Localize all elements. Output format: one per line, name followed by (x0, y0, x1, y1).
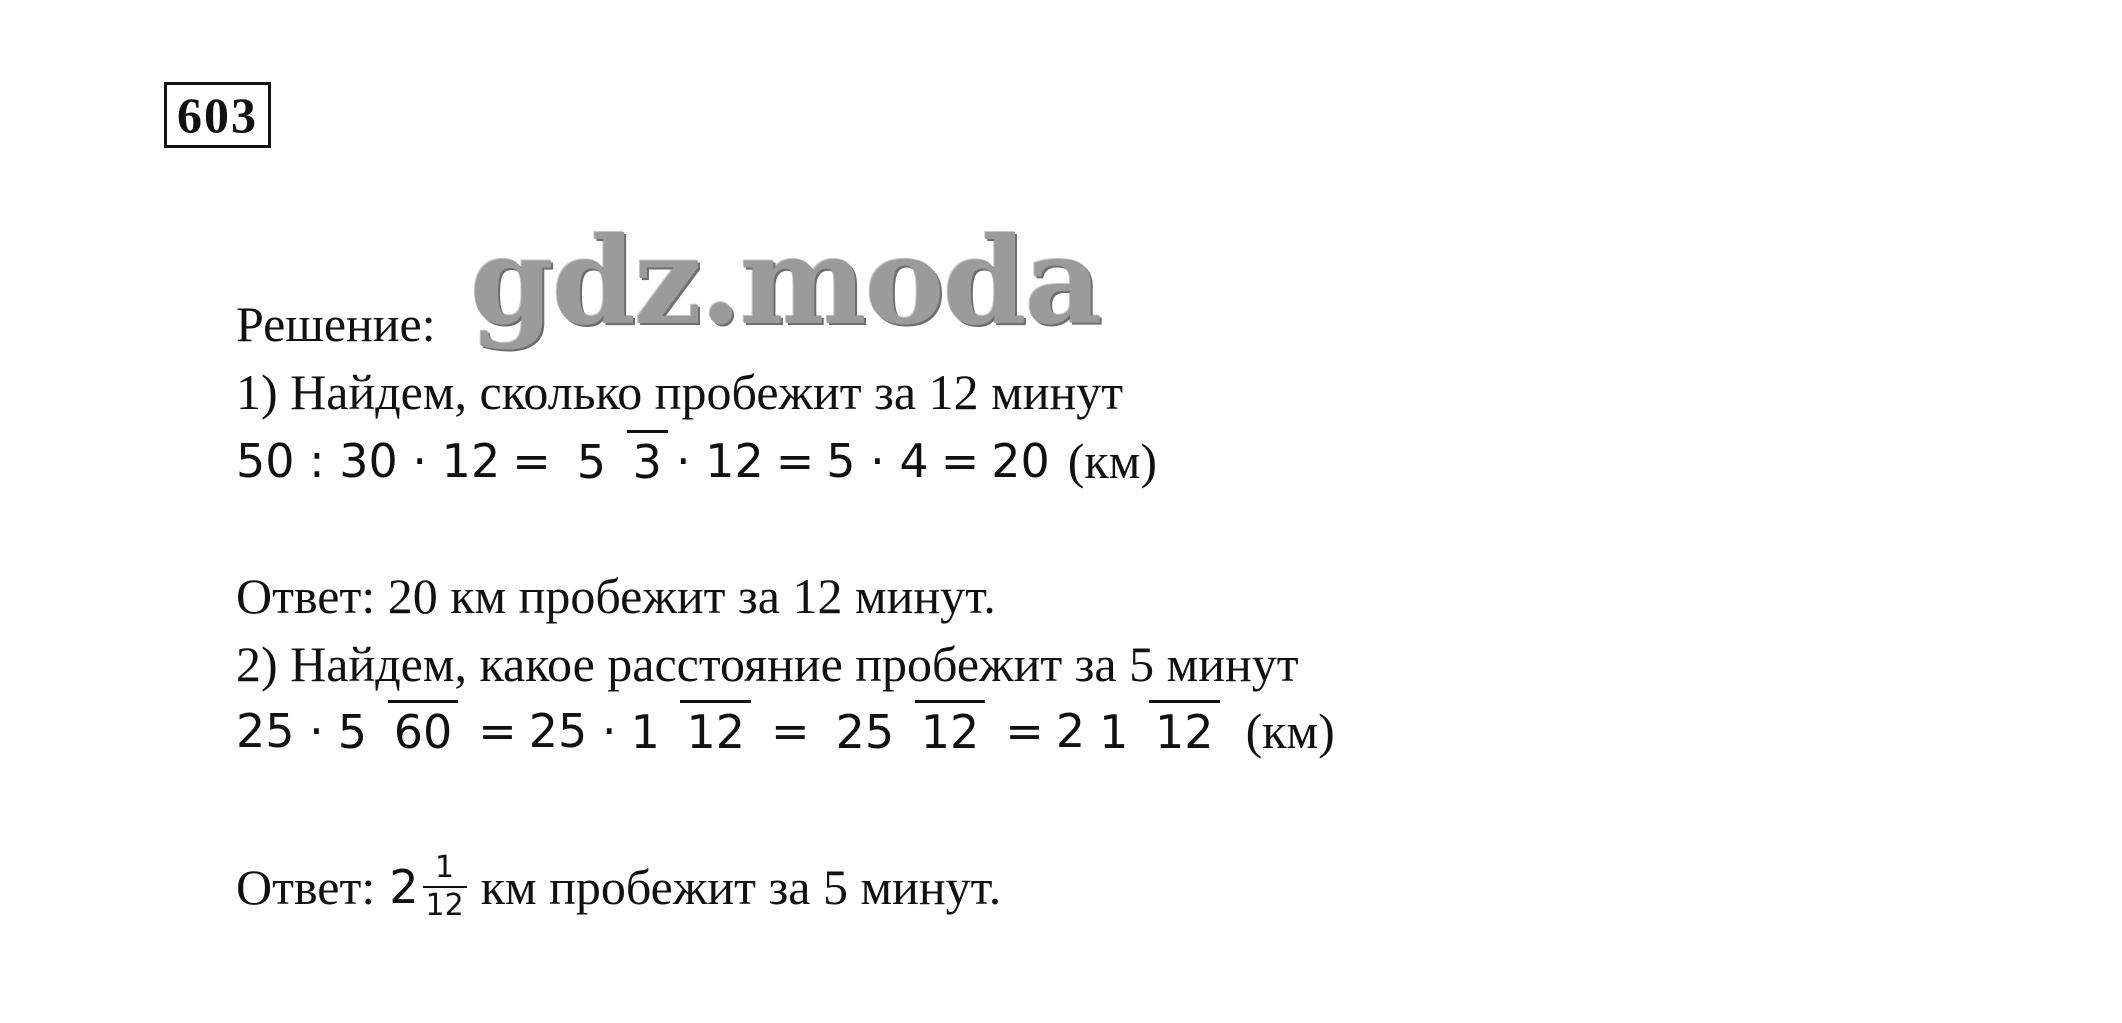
task-number: 603 (177, 87, 258, 143)
equals-sign: = (512, 433, 551, 488)
unit-km: (км) (1245, 702, 1335, 759)
step2-expression (236, 700, 1335, 761)
solution-heading: Решение: (236, 296, 436, 352)
step1-result: 20 (991, 433, 1050, 488)
fraction-1-12 (625, 700, 751, 761)
step1-expr-c: 5 · 4 (826, 433, 929, 488)
step1-answer: Ответ: 20 км пробежит за 12 минут. (236, 568, 996, 624)
fraction-denominator: 12 (1149, 700, 1220, 761)
fraction-numerator: 1 (1099, 705, 1129, 759)
fraction-numerator: 1 (435, 850, 455, 885)
fraction-1-12-mixed (1093, 700, 1219, 761)
mixed-whole: 2 (1055, 703, 1086, 758)
step2-text: 2) Найдем, какое расстояние пробежит за 5 минут (236, 636, 1299, 692)
equals-sign: = (478, 703, 517, 758)
fraction-denominator: 12 (915, 700, 986, 761)
equals-sign: = (1005, 703, 1044, 758)
answer-suffix: км пробежит за 5 минут. (480, 859, 1002, 915)
answer-whole: 2 (389, 860, 419, 914)
equals-sign: = (940, 433, 980, 488)
step1-expr-b: · 12 (675, 433, 764, 488)
step2-expr-b: 25 · (528, 703, 617, 758)
step2-expr-a: 25 · (236, 703, 324, 758)
unit-km: (км) (1067, 432, 1158, 489)
fraction-denominator: 12 (680, 700, 751, 761)
fraction-numerator: 1 (630, 705, 660, 759)
equals-sign: = (775, 433, 815, 488)
step1-expr-a: 50 : 30 · 12 (236, 433, 501, 488)
watermark-logo: gdz.moda (470, 211, 1101, 352)
step1-text: 1) Найдем, сколько пробежит за 12 минут (236, 364, 1124, 420)
step1-expression (236, 430, 1157, 491)
answer-prefix: Ответ: (236, 859, 376, 915)
equals-sign: = (771, 703, 810, 758)
fraction-numerator: 5 (337, 705, 368, 759)
fraction-25-12 (830, 700, 986, 761)
fraction-5-3 (571, 430, 668, 491)
answer-fraction (423, 850, 467, 924)
fraction-denominator: 60 (388, 700, 459, 761)
step2-answer (236, 842, 1001, 932)
task-number-box (164, 82, 271, 148)
fraction-5-60 (332, 700, 458, 761)
fraction-denominator: 3 (627, 430, 668, 491)
fraction-denominator: 12 (423, 886, 467, 924)
fraction-numerator: 25 (835, 705, 895, 759)
fraction-numerator: 5 (576, 435, 607, 489)
